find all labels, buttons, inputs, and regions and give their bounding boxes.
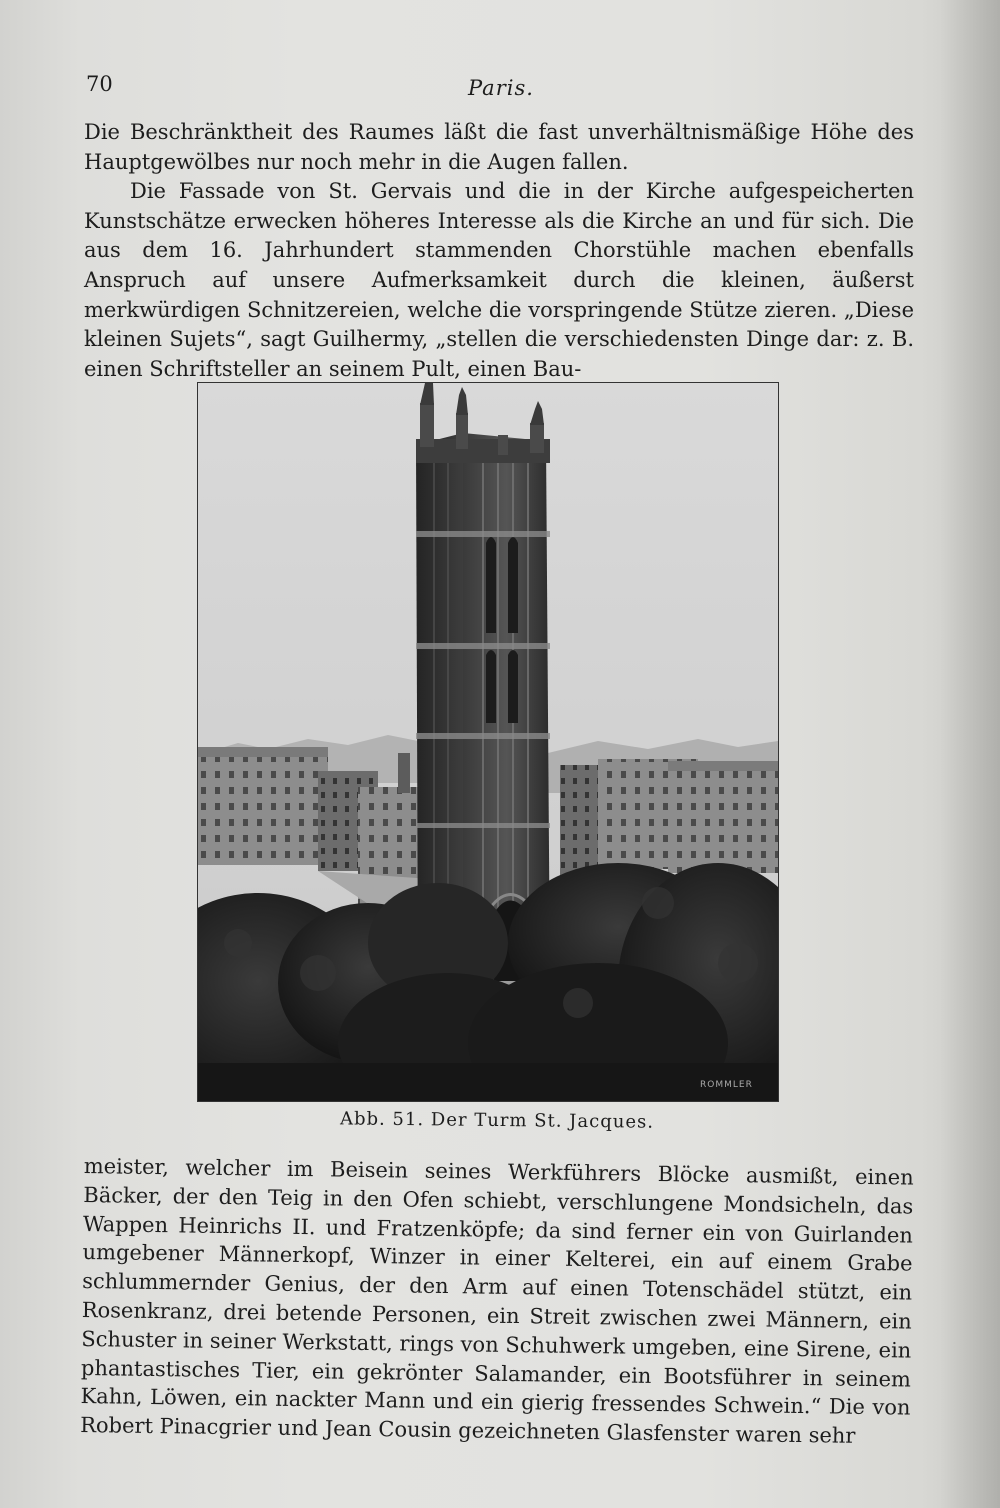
paragraph: meister, welcher im Beisein seines Werkführers Blöcke ausmißt, einen Bäcker, der den Teig in den Ofen schiebt, verschlungene Mondsicheln, das Wappen Heinrichs II. und Fratzenköpfe; da sind ferner ein von Guirlanden umgebener Männerkopf, Winzer in einer Kelterei, ein auf einem Grabe schlummernder Genius, der den Arm auf einen Totenschädel stützt, ein Rosenkranz, drei betende Personen, ein Streit zwischen zwei Männern, ein Schuster in seiner Werkstatt, rings von Schuhwerk umgeben, eine Sirene, ein phantastisches Tier, ein gekrönter Salamander, ein Bootsführer in seinem Kahn, Löwen, ein nackter Mann und ein gierig fressendes Schwein.“ Die von Robert Pinacgrier und Jean Cousin gezeichneten Glasfenster waren sehr [80,1153,914,1448]
running-title: Paris. [468,76,534,100]
body-text-bottom [80,1152,914,1452]
paragraph: Die Beschränktheit des Raumes läßt die fast unverhältnismäßige Höhe des Hauptgewölbes nur noch mehr in die Augen fallen. [84,120,914,174]
page-number: 70 [86,72,113,96]
paragraph: Die Fassade von St. Gervais und die in der Kirche aufgespeicherten Kunstschätze erwecken höheres Interesse als die Kirche an und für sich. Die aus dem 16. Jahrhundert stammenden Chorstühle machen ebenfalls Anspruch auf unsere Aufmerksamkeit durch die kleinen, äußerst merkwürdigen Schnitzereien, welche die vorspringende Stütze zieren. „Diese kleinen Sujets“, sagt Guilhermy, „stellen die verschiedensten Dinge dar: z. B. einen Schriftsteller an seinem Pult, einen Bau- [84,179,914,381]
body-text-top [84,118,914,384]
figure-caption: Abb. 51. Der Turm St. Jacques. [339,1108,655,1133]
tower-photograph [197,382,779,1102]
running-head [86,68,926,104]
page-gutter-shadow [940,0,1000,1508]
photographer-signature: ROMMLER [700,1080,753,1090]
tower-st-jacques-illustration [198,383,778,1101]
